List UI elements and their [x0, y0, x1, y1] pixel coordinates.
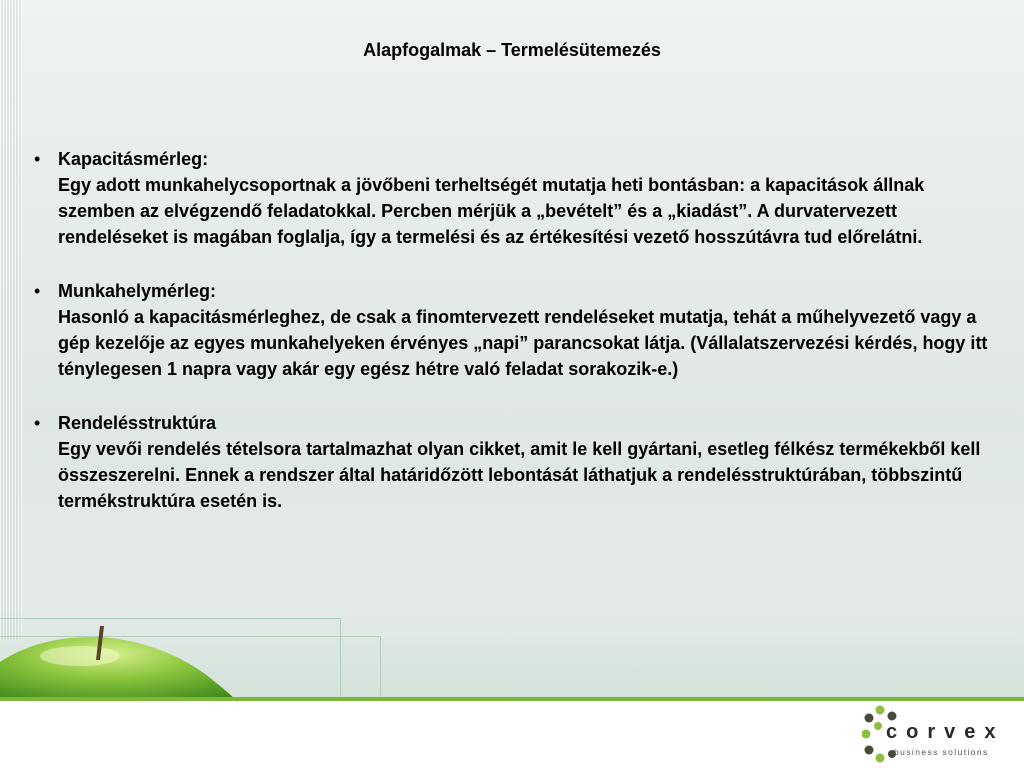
bullet-body: Hasonló a kapacitásmérleghez, de csak a finomtervezett rendeléseket mutatja, tehát a műhelyvezető vagy a gép kezelője az egyes munkahelyeken érvényes „napi” parancsokat látja. (Vállalatszervezési kérdés, hogy itt ténylegesen 1 napra vagy akár egy egész hétre való feladat sorakozik-e.) [58, 307, 988, 379]
bullet-item [34, 146, 1004, 250]
logo-tagline: business solutions [894, 747, 989, 757]
bullet-item [34, 410, 1004, 514]
frame-line [380, 636, 381, 698]
frame-line [340, 618, 341, 698]
bullet-item [34, 278, 1004, 382]
bullet-marker: • [34, 413, 41, 433]
bullet-body: Egy vevői rendelés tételsora tartalmazhat olyan cikket, amit le kell gyártani, esetleg félkész termékekből kell összeszerelni. Ennek a rendszer által határidőzött lebontását láthatjuk a rendelésstruktúrában, többszintű termékstruktúra esetén is. [58, 439, 981, 511]
bullet-marker: • [34, 149, 41, 169]
bullet-list [34, 146, 1004, 542]
bullet-heading: Rendelésstruktúra [58, 413, 217, 433]
bullet-body: Egy adott munkahelycsoportnak a jövőbeni terheltségét mutatja heti bontásban: a kapacitások állnak szemben az elvégzendő feladatokkal. Percben mérjük a „bevételt” és a „kiadást”. A durvatervezett rendeléseket is magában foglalja, így a termelési és az értékesítési vezető hosszútávra tud előrelátni. [58, 175, 925, 247]
corvex-logo [862, 704, 1022, 766]
slide-title: Alapfogalmak – Termelésütemezés [363, 40, 661, 60]
decorative-stripes [0, 0, 22, 640]
bullet-marker: • [34, 281, 41, 301]
bullet-heading: Munkahelymérleg: [58, 281, 217, 301]
logo-wordmark: corvex [886, 721, 1005, 743]
bullet-heading: Kapacitásmérleg: [58, 149, 209, 169]
apple-image [0, 612, 250, 704]
